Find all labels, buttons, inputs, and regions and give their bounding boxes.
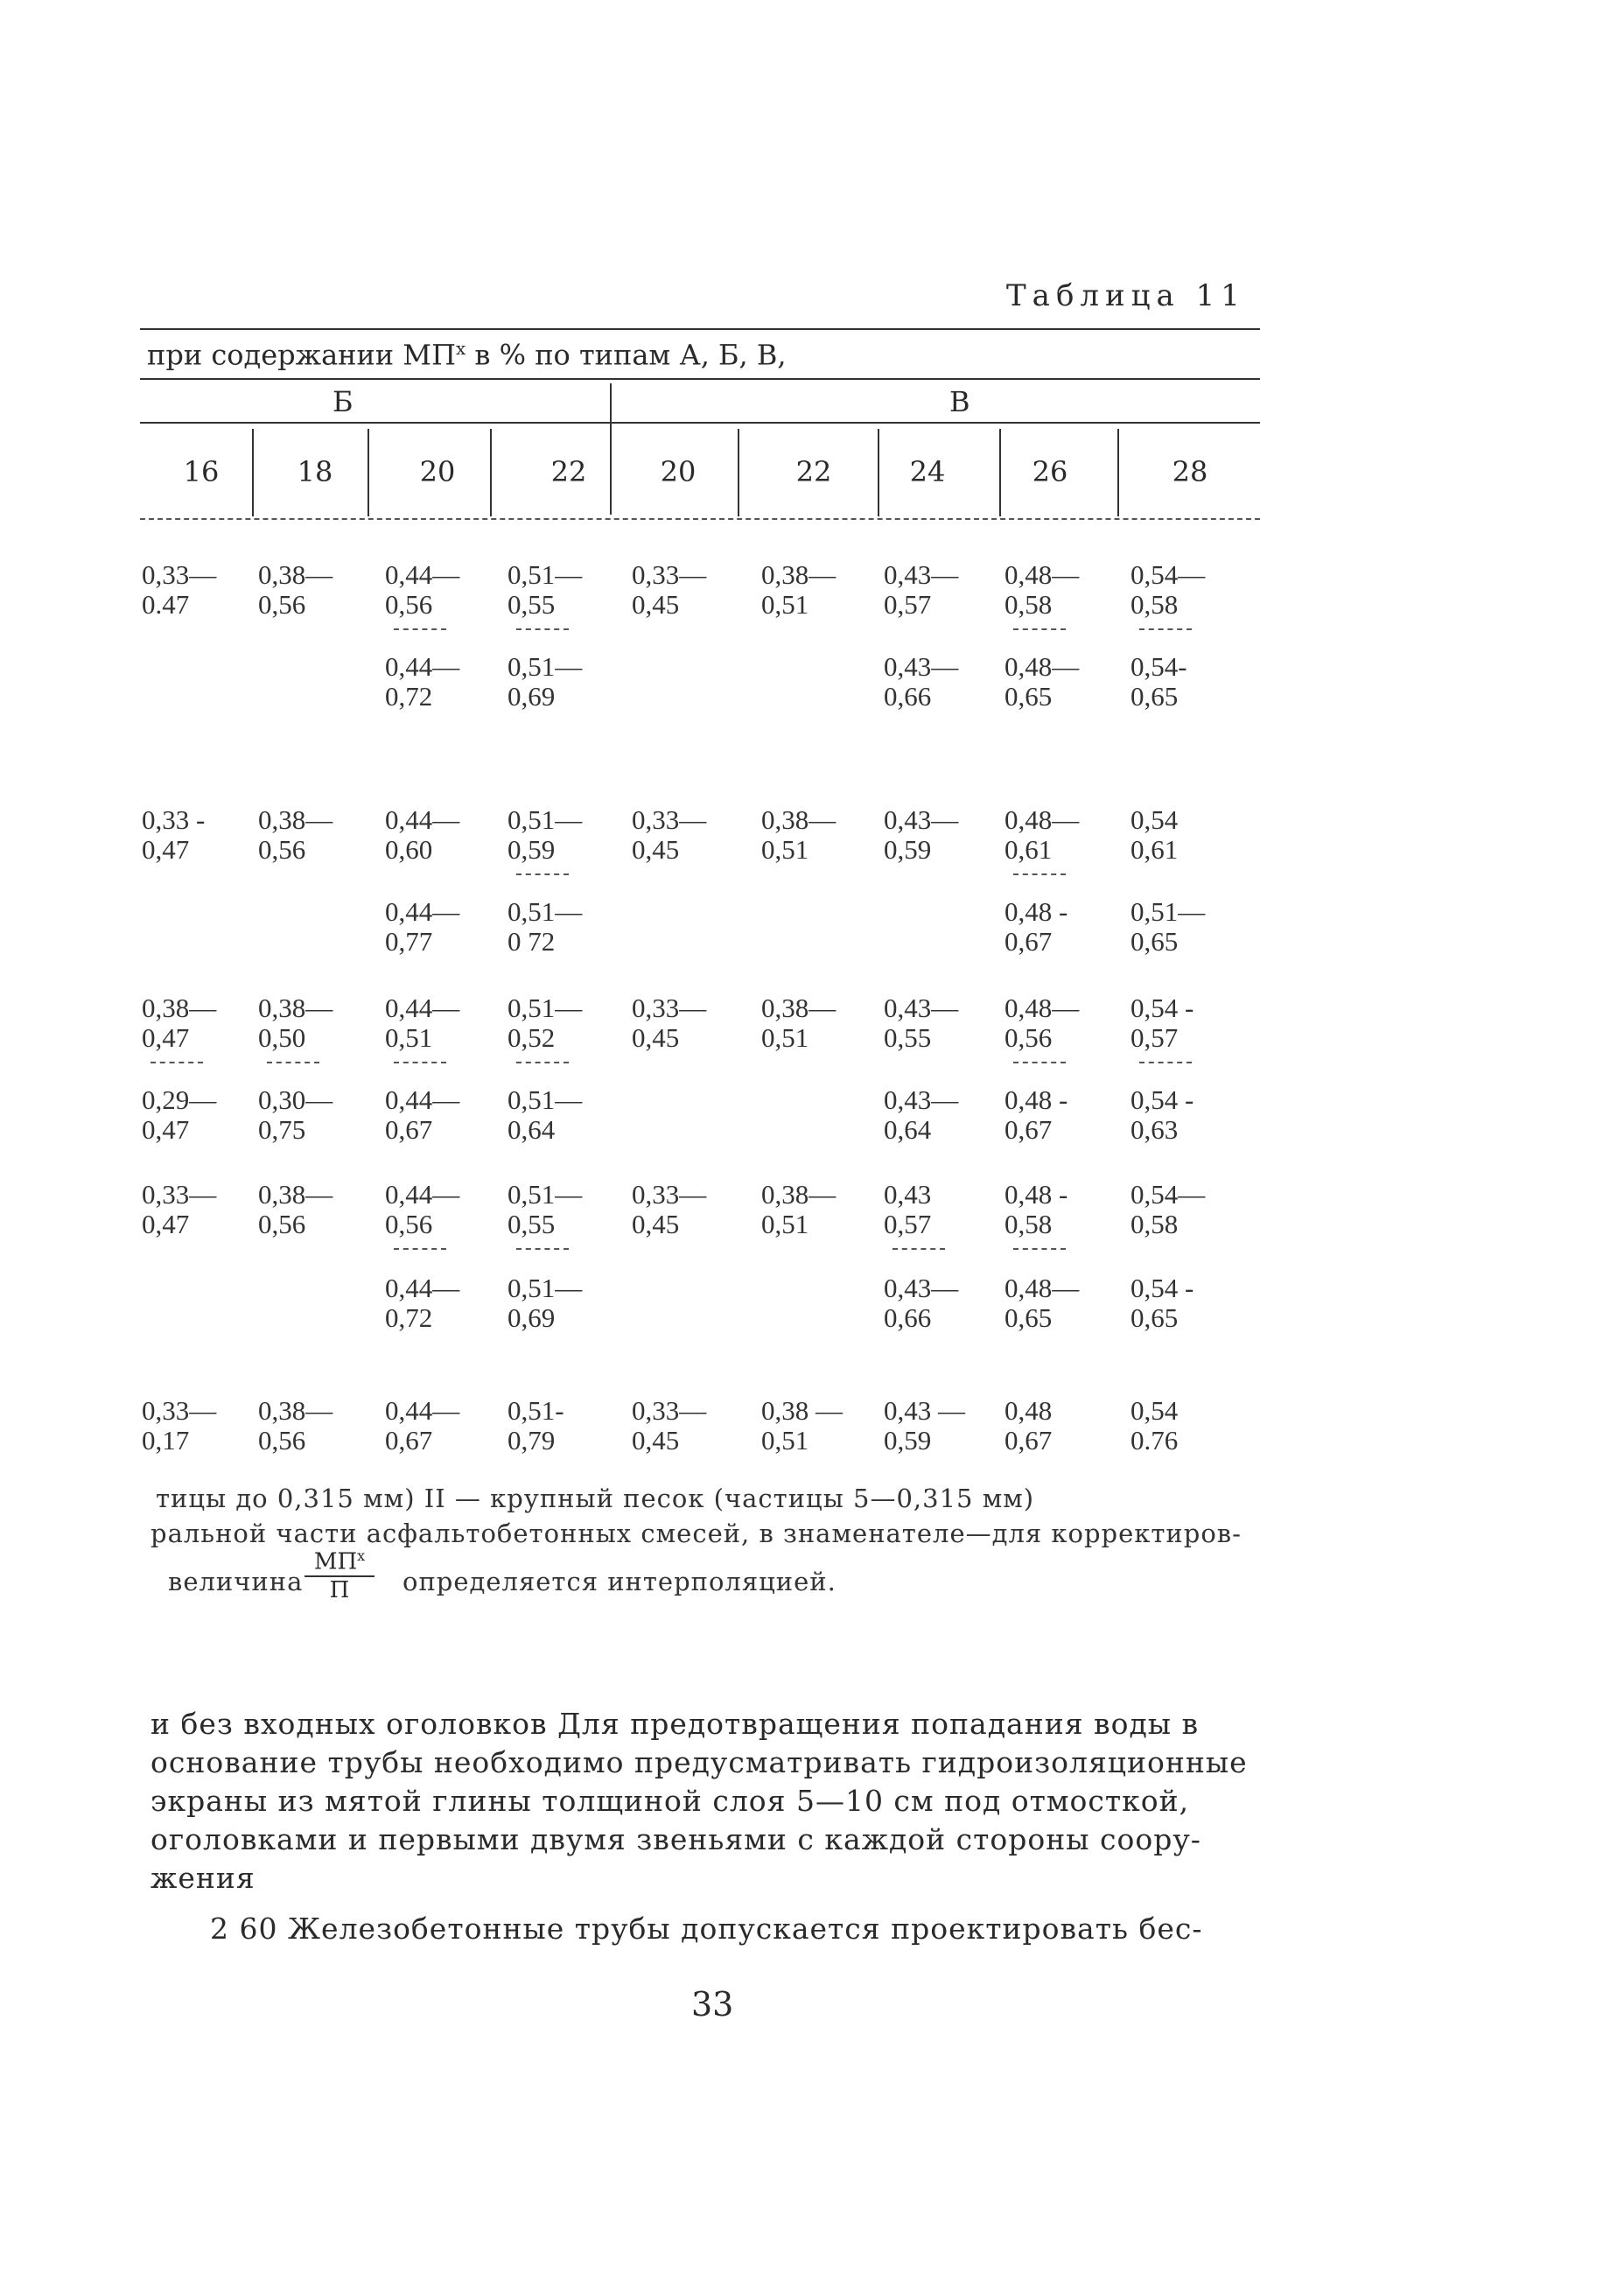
table-cell: 0,43— 0,57 (884, 559, 959, 620)
cell-separator (1013, 873, 1066, 875)
table-cell: 0,48 - 0,58 (1004, 1179, 1068, 1239)
column-divider (1117, 429, 1119, 516)
table-cell: 0,38— 0,56 (258, 804, 333, 865)
column-header: 16 (183, 455, 220, 488)
table-cell: 0,30— 0,75 (258, 1084, 333, 1145)
table-cell: 0,33— 0,17 (142, 1395, 217, 1456)
column-header: 28 (1172, 455, 1208, 488)
column-header: 20 (660, 455, 696, 488)
column-header: 18 (297, 455, 333, 488)
column-divider (738, 429, 739, 516)
table-cell: 0,51— 0,52 (508, 993, 583, 1053)
table-cell: 0,51— 0,69 (508, 1273, 583, 1333)
note-line-3-prefix: величина (168, 1567, 304, 1596)
cell-separator (1139, 628, 1192, 630)
table-cell: 0,43— 0,59 (884, 804, 959, 865)
table-cell: 0,44— 0,77 (385, 896, 460, 957)
column-divider (368, 429, 369, 516)
table-cell: 0,33— 0.47 (142, 559, 217, 620)
table-cell: 0,44— 0,72 (385, 1273, 460, 1333)
table-cell: 0,51— 0,55 (508, 1179, 583, 1239)
table-cell: 0,33— 0,45 (632, 993, 707, 1053)
table-cell: 0,43— 0,55 (884, 993, 959, 1053)
cell-separator (1139, 1062, 1192, 1063)
caption-text: при содержании МП (147, 338, 456, 372)
caption-sup: x (455, 338, 466, 359)
fraction-numerator (304, 1547, 374, 1577)
table-cell: 0,43— 0,66 (884, 651, 959, 712)
cell-separator (1013, 1062, 1066, 1063)
fraction-denominator: П (329, 1576, 350, 1603)
column-header: 26 (1032, 455, 1068, 488)
table-cell: 0,48 0,67 (1004, 1395, 1053, 1456)
cell-separator (1013, 1248, 1066, 1250)
column-divider (878, 429, 879, 516)
table-cell: 0,38— 0,50 (258, 993, 333, 1053)
paragraph-line: экраны из мятой глины толщиной слоя 5—10 см под отмосткой, (150, 1784, 1190, 1818)
table-cell: 0,44— 0,67 (385, 1084, 460, 1145)
table-cell: 0,44— 0,67 (385, 1395, 460, 1456)
column-header: 22 (550, 455, 587, 488)
table-cell: 0,38— 0,51 (761, 1179, 836, 1239)
table-cell: 0,54 - 0,65 (1130, 1273, 1194, 1333)
table-cell: 0,33— 0,45 (632, 1179, 707, 1239)
paragraph-line: и без входных оголовков Для предотвращения попадания воды в (150, 1707, 1200, 1741)
column-divider (490, 429, 492, 516)
caption-rule (140, 378, 1260, 380)
body-paragraph (150, 1705, 1279, 1898)
note-fraction (304, 1547, 374, 1603)
table-cell: 0,51— 0,55 (508, 559, 583, 620)
group-divider (610, 383, 612, 515)
table-cell: 0,48 - 0,67 (1004, 1084, 1068, 1145)
table-cell: 0,43— 0,64 (884, 1084, 959, 1145)
table-cell: 0,33— 0,45 (632, 1395, 707, 1456)
column-divider (252, 429, 254, 516)
table-top-rule (140, 328, 1260, 330)
group-rule (140, 422, 1260, 424)
cell-separator (394, 1062, 446, 1063)
column-header: 24 (909, 455, 946, 488)
cell-separator (267, 1062, 319, 1063)
table-cell: 0,51— 0 72 (508, 896, 583, 957)
table-cell: 0,43 0,57 (884, 1179, 932, 1239)
cell-separator (150, 1062, 203, 1063)
table-cell: 0,38— 0,56 (258, 1179, 333, 1239)
cell-separator (1013, 628, 1066, 630)
table-cell: 0,48— 0,58 (1004, 559, 1080, 620)
table-cell: 0,38— 0,51 (761, 993, 836, 1053)
table-cell: 0,33 - 0,47 (142, 804, 206, 865)
column-header: 22 (795, 455, 832, 488)
note-line-1: тицы до 0,315 мм) II — крупный песок (частицы 5—0,315 мм) (156, 1484, 1035, 1513)
table-cell: 0,51— 0,69 (508, 651, 583, 712)
table-cell: 0,38— 0,56 (258, 1395, 333, 1456)
table-cell: 0,38— 0,51 (761, 804, 836, 865)
table-cell: 0,38 — 0,51 (761, 1395, 843, 1456)
table-cell: 0,44— 0,60 (385, 804, 460, 865)
table-cell: 0,44— 0,72 (385, 651, 460, 712)
paragraph-line: жения (150, 1861, 256, 1895)
paragraph-line: оголовками и первыми двумя звеньями с каждой стороны соору- (150, 1822, 1201, 1856)
fraction-num-text: МП (313, 1548, 358, 1575)
cell-separator (516, 873, 569, 875)
fraction-num-sup: x (357, 1547, 366, 1564)
paragraph-line: основание трубы необходимо предусматривать гидроизоляционные (150, 1745, 1248, 1779)
cell-separator (516, 628, 569, 630)
table-cell: 0,44— 0,56 (385, 559, 460, 620)
table-cell: 0,44— 0,56 (385, 1179, 460, 1239)
table-cell: 0,54 - 0,63 (1130, 1084, 1194, 1145)
table-caption (147, 338, 787, 372)
table-cell: 0,33— 0,47 (142, 1179, 217, 1239)
table-cell: 0,51— 0,65 (1130, 896, 1206, 957)
cell-separator (892, 1248, 945, 1250)
header-bottom-rule (140, 518, 1260, 520)
column-divider (999, 429, 1001, 516)
cell-separator (516, 1062, 569, 1063)
table-cell: 0,44— 0,51 (385, 993, 460, 1053)
cell-separator (394, 628, 446, 630)
group-label-v: В (949, 385, 970, 418)
table-cell: 0,38— 0,56 (258, 559, 333, 620)
table-cell: 0,38— 0,51 (761, 559, 836, 620)
table-cell: 0,48— 0,65 (1004, 1273, 1080, 1333)
table-cell: 0,33— 0,45 (632, 559, 707, 620)
page-number: 33 (691, 1985, 734, 2024)
table-cell: 0,48— 0,56 (1004, 993, 1080, 1053)
group-label-b: Б (332, 385, 354, 418)
table-cell: 0,54— 0,58 (1130, 1179, 1206, 1239)
note-line-3-suffix: определяется интерполяцией. (402, 1567, 836, 1596)
table-cell: 0,48— 0,61 (1004, 804, 1080, 865)
table-cell: 0,54 - 0,57 (1130, 993, 1194, 1053)
table-cell: 0,29— 0,47 (142, 1084, 217, 1145)
table-cell: 0,38— 0,47 (142, 993, 217, 1053)
table-cell: 0,54 0.76 (1130, 1395, 1179, 1456)
table-cell: 0,54 0,61 (1130, 804, 1179, 865)
paragraph-item: 2 60 Железобетонные трубы допускается проектировать бес- (210, 1912, 1203, 1946)
table-cell: 0,51— 0,59 (508, 804, 583, 865)
caption-tail: в % по типам А, Б, В, (466, 338, 787, 372)
table-cell: 0,48— 0,65 (1004, 651, 1080, 712)
table-cell: 0,48 - 0,67 (1004, 896, 1068, 957)
cell-separator (516, 1248, 569, 1250)
table-cell: 0,43 — 0,59 (884, 1395, 965, 1456)
cell-separator (394, 1248, 446, 1250)
column-header: 20 (419, 455, 456, 488)
note-line-2: ральной части асфальтобетонных смесей, в знаменателе—для корректиров- (150, 1519, 1242, 1548)
table-cell: 0,54— 0,58 (1130, 559, 1206, 620)
table-cell: 0,33— 0,45 (632, 804, 707, 865)
table-cell: 0,51- 0,79 (508, 1395, 564, 1456)
table-cell: 0,51— 0,64 (508, 1084, 583, 1145)
table-cell: 0,54- 0,65 (1130, 651, 1187, 712)
table-cell: 0,43— 0,66 (884, 1273, 959, 1333)
table-title: Таблица 11 (1006, 278, 1246, 313)
